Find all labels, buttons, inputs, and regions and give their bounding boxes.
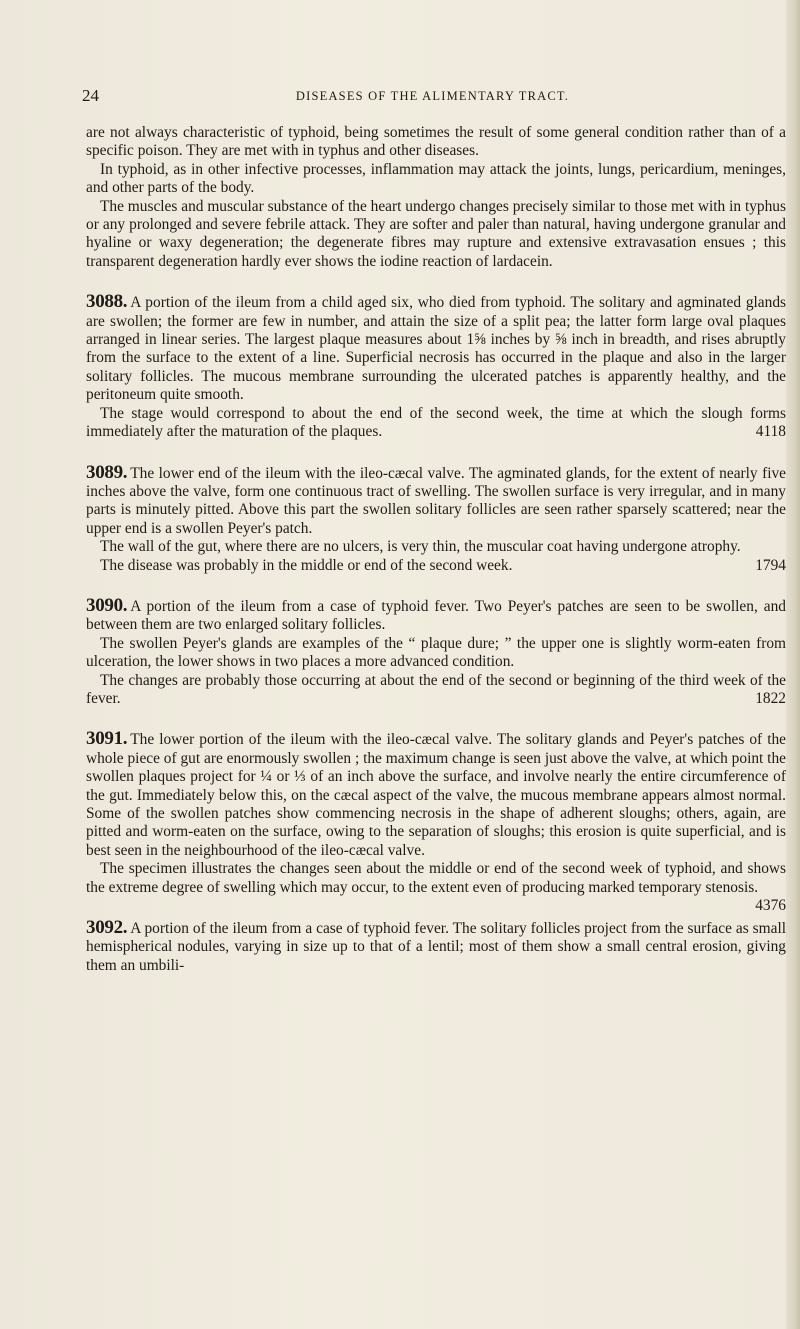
- page-body: [86, 124, 786, 975]
- intro-paragraph: are not always characteristic of typhoid, being sometimes the result of some general condition rather than of a specific poison. They are met with in typhus and other diseases.: [86, 124, 786, 160]
- catalogue-entry-3088: [86, 293, 786, 441]
- entry-note: The wall of the gut, where there are no ulcers, is very thin, the muscular coat having undergone atrophy.: [100, 538, 741, 556]
- page-header: [80, 86, 785, 110]
- entry-number: 3088.: [86, 291, 128, 313]
- catalogue-entry-3089: [86, 461, 786, 575]
- intro-paragraph: In typhoid, as in other infective processes, inflammation may attack the joints, lungs, pericardium, meninges, and other parts of the body.: [86, 160, 786, 197]
- catalogue-entry-3090: [86, 594, 786, 708]
- entry-note: The specimen illustrates the changes seen about the middle or end of the second week of typhoid, and shows the extreme degree of swelling which may occur, to the extent even of producing marked temporary stenosis.: [86, 860, 786, 896]
- entry-description: A portion of the ileum from a case of typhoid fever. The solitary follicles project from the surface as small hemispherical nodules, varying in size up to that of a lentil; most of them show a small central erosion, giving them an umbili-: [86, 920, 786, 974]
- entry-number: 3091.: [86, 728, 128, 750]
- intro-paragraph: The muscles and muscular substance of the heart undergo changes precisely similar to those met with in typhus or any prolonged and severe febrile attack. They are softer and paler than natural, having undergone granular and hyaline or waxy degeneration; the degenerate fibres may rupture and extensive extravasation ensues ; this transparent degeneration hardly ever shows the iodine reaction of lardacein.: [86, 197, 786, 270]
- specimen-reference: 1822: [755, 689, 786, 707]
- catalogue-entry-3092: [86, 919, 786, 975]
- entry-number: 3092.: [86, 917, 128, 939]
- entry-description: A portion of the ileum from a case of typhoid fever. Two Peyer's patches are seen to be swollen, and between them are two enlarged solitary follicles.: [86, 597, 786, 634]
- specimen-reference: 4118: [755, 423, 786, 441]
- entry-number: 3090.: [86, 594, 128, 616]
- entry-note: The stage would correspond to about the end of the second week, the time at which the slough forms immediately after the maturation of the plaques.: [86, 404, 786, 441]
- entry-number: 3089.: [86, 461, 128, 483]
- running-head: DISEASES OF THE ALIMENTARY TRACT.: [295, 89, 570, 103]
- specimen-reference: 1794: [755, 556, 786, 574]
- entry-description: The lower end of the ileum with the ileo-cæcal valve. The agminated glands, for the extent of nearly five inches above the valve, form one continuous tract of swelling. The swollen surface is very irregular, and in many parts is minutely pitted. Above this part the swollen solitary follicles are seen rather sparsely scattered; near the upper end is a swollen Peyer's patch.: [86, 464, 786, 537]
- specimen-reference: 4376: [755, 897, 786, 915]
- entry-description: The lower portion of the ileum with the ileo-cæcal valve. The solitary glands and Peyer's patches of the whole piece of gut are enormously swollen ; the maximum change is seen just above the valve, at which point the swollen plaques project for ¼ or ⅓ of an inch above the surface, and involve nearly the entire circumference of the gut. Immediately below this, on the cæcal aspect of the valve, the mucous membrane appears almost normal. Some of the swollen patches show commencing necrosis in the shape of adherent sloughs; others, again, are pitted and worm-eaten on the surface, owing to the separation of sloughs; this erosion is quite superficial, and is best seen in the neighbourhood of the ileo-cæcal valve.: [86, 731, 786, 859]
- entry-note: The changes are probably those occurring at about the end of the second or beginning of the third week of the fever.: [86, 671, 786, 707]
- page-edge: [786, 0, 800, 1329]
- entry-description: A portion of the ileum from a child aged six, who died from typhoid. The solitary and agminated glands are swollen; the former are few in number, and attain the size of a split pea; the latter form large oval plaques arranged in linear series. The largest plaque measures about 1⅝ inches by ⅝ inch in breadth, and rises abruptly from the surface to the extent of a line. Superficial necrosis has occurred in the plaque and also in the larger solitary follicles. The mucous membrane surrounding the ulcerated patches is apparently healthy, and the peritoneum quite smooth.: [86, 294, 786, 404]
- catalogue-entry-3091: [86, 728, 786, 915]
- page-number: 24: [82, 86, 99, 105]
- entry-note: The disease was probably in the middle or end of the second week.: [100, 556, 513, 574]
- entry-note: The swollen Peyer's glands are examples of the “ plaque dure; ” the upper one is slightly worm-eaten from ulceration, the lower shows in two places a more advanced condition.: [86, 634, 786, 671]
